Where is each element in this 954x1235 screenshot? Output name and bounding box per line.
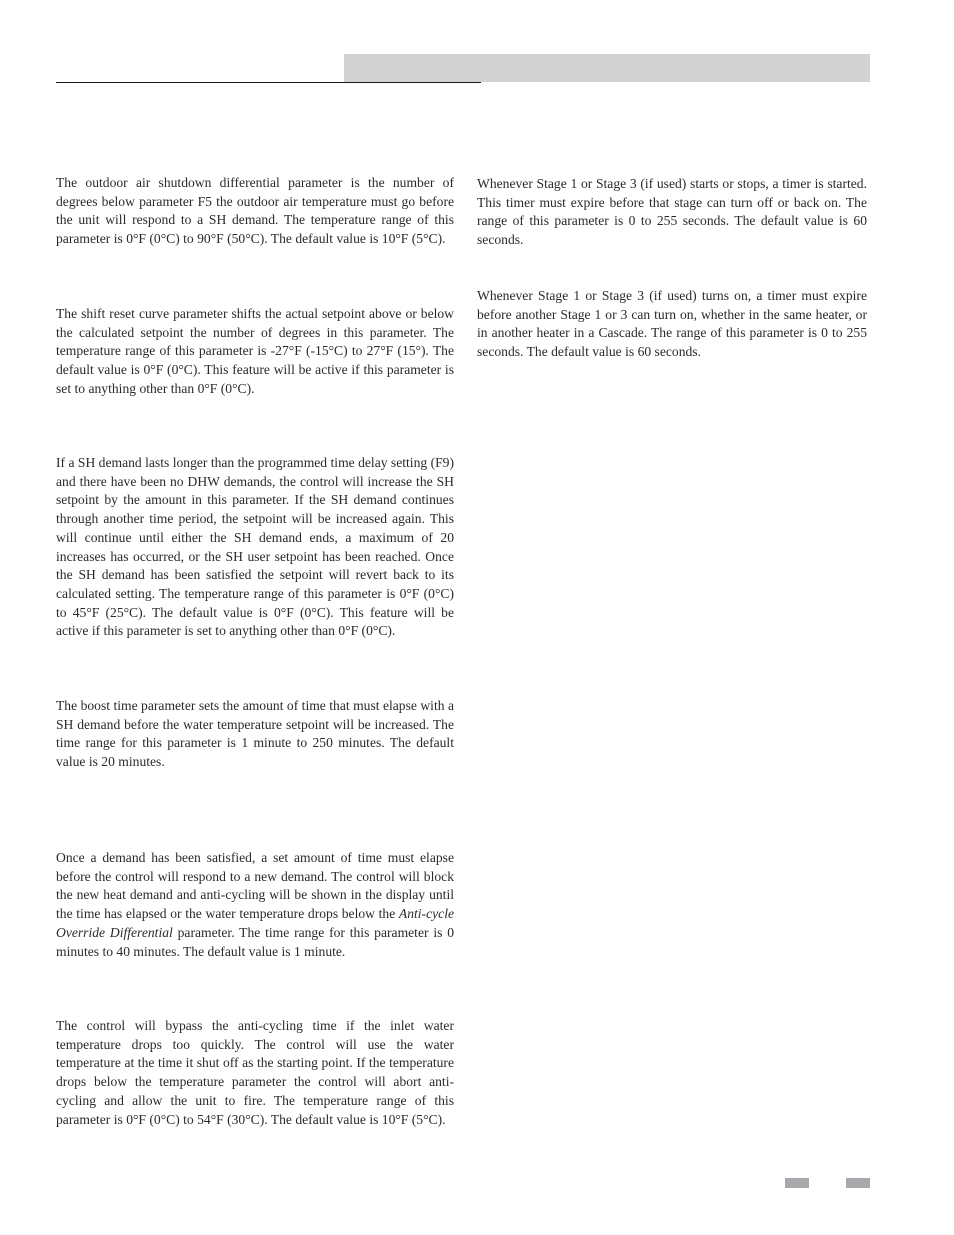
paragraph-text: Whenever Stage 1 or Stage 3 (if used) turns on, a timer must expire before another Stage 1 or 3 can turn on, whether in the same heater, or in another heater in a Cascade. The range of this parameter is 0 to 255 seconds. The default value is 60 seconds.	[477, 288, 867, 360]
anti-cycle-override-differential-term: Anti-cycle Override Differential	[56, 906, 454, 940]
paragraph-text: The boost time parameter sets the amount of time that must elapse with a SH demand before the water temperature setpoint will be increased. The time range for this parameter is 1 minute to 250 minutes. The default value is 20 minutes.	[56, 698, 454, 770]
footer-mark-left	[785, 1178, 809, 1188]
header-bar	[344, 54, 870, 82]
shift-reset-curve-paragraph	[56, 305, 454, 399]
header-rule	[56, 82, 481, 83]
anti-cycling-time-paragraph	[56, 849, 454, 961]
paragraph-text: Whenever Stage 1 or Stage 3 (if used) starts or stops, a timer is started. This timer must expire before that stage can turn off or back on. The range of this parameter is 0 to 255 seconds. The default value is 60 seconds.	[477, 176, 867, 248]
boost-temperature-paragraph	[56, 454, 454, 641]
anti-cycle-override-differential-paragraph	[56, 1017, 454, 1129]
paragraph-text-end: parameter. The time range for this parameter is 0 minutes to 40 minutes. The default value is 1 minute.	[56, 924, 454, 959]
footer-mark-right	[846, 1178, 870, 1188]
paragraph-text: If a SH demand lasts longer than the programmed time delay setting (F9) and there have been no DHW demands, the control will increase the SH setpoint by the amount in this parameter. If the SH demand continues through another time period, the setpoint will be increased again. This will continue until either the SH demand ends, a maximum of 20 increases has occurred, or the SH user setpoint has been reached. Once the SH demand has been satisfied the setpoint will revert back to its calculated setting. The temperature range of this parameter is 0°F (0°C) to 45°F (25°C). The default value is 0°F (0°C). This feature will be active if this parameter is set to anything other than 0°F (0°C).	[56, 455, 454, 639]
paragraph-text: The shift reset curve parameter shifts the actual setpoint above or below the calculated setpoint the number of degrees in this parameter. The temperature range of this parameter is -27°F (-15°C) to 27°F (15°). The default value is 0°F (0°C). This feature will be active if this parameter is set to anything other than 0°F (0°C).	[56, 306, 454, 396]
paragraph-text	[56, 849, 454, 961]
paragraph-text: The outdoor air shutdown differential parameter is the number of degrees below parameter F5 the outdoor air temperature must go before the unit will respond to a SH demand. The temperature range of this parameter is 0°F (0°C) to 90°F (50°C). The default value is 10°F (5°C).	[56, 175, 454, 247]
paragraph-text: The control will bypass the anti-cycling time if the inlet water temperature drops too quickly. The control will use the water temperature at the time it shut off as the starting point. If the temperature drops below the temperature parameter the control will abort anti-cycling and allow the unit to fire. The temperature range of this parameter is 0°F (0°C) to 54°F (30°C). The default value is 10°F (5°C).	[56, 1018, 454, 1127]
stage-minimum-on-off-time-paragraph	[477, 175, 867, 250]
boost-time-paragraph	[56, 697, 454, 772]
outdoor-air-shutdown-differential-paragraph	[56, 174, 454, 249]
stage-delay-time-paragraph	[477, 287, 867, 362]
paragraph-text-start: Once a demand has been satisfied, a set amount of time must elapse before the control will respond to a new demand. The control will block the new heat demand and anti-cycling will be shown in the display until the time has elapsed or the water temperature drops below the	[56, 850, 454, 922]
